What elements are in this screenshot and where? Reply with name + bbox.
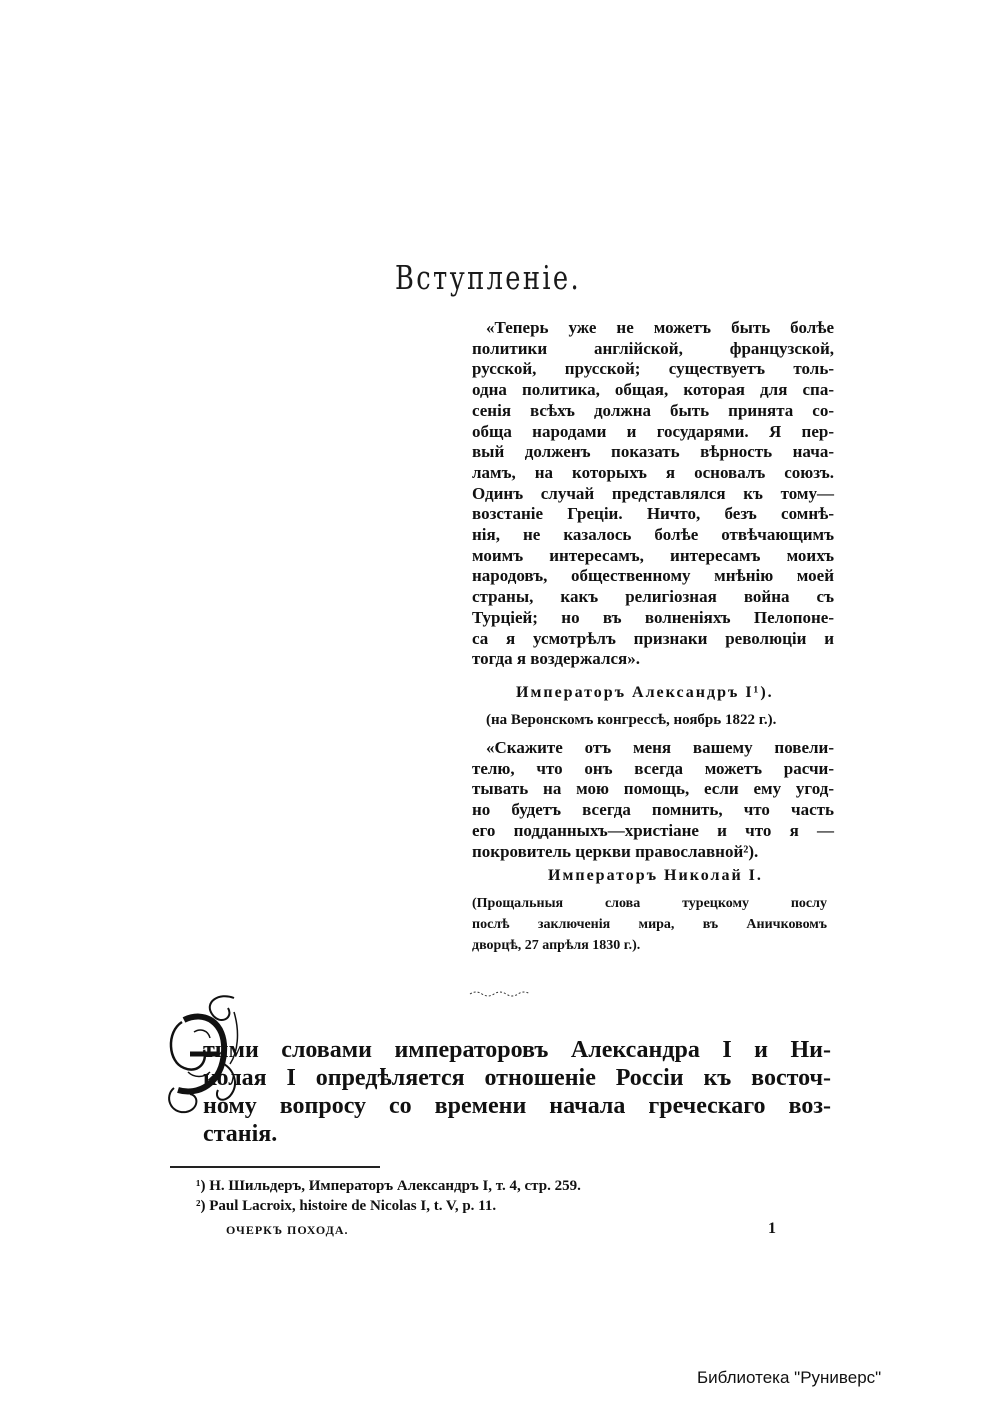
epigraph-line: покровитель церкви православной²). — [472, 841, 759, 861]
epigraph-line: тывать на мою помощь, если ему угод- — [472, 779, 834, 799]
epigraph-author-alexander: Императоръ Александръ І¹). — [516, 684, 774, 701]
body-line: тими словами императоровъ Александра І и Ни- — [203, 1037, 831, 1063]
page-title: Вступленіе. — [395, 258, 582, 297]
epigraph-line: его подданныхъ—христіане и что я — — [472, 820, 834, 840]
epigraph-note-alexander: (на Веронскомъ конгрессѣ, ноябрь 1822 г.). — [486, 712, 777, 728]
footnote-2 — [196, 1198, 496, 1215]
epigraph-line: телю, что онъ всегда можетъ расчи- — [472, 758, 834, 778]
note-line: дворцѣ, 27 апрѣля 1830 г.). — [472, 938, 641, 953]
epigraph-nicholas — [472, 738, 834, 862]
signature-mark: ОЧЕРКЪ ПОХОДА. — [226, 1223, 349, 1237]
footnote-1 — [196, 1178, 581, 1195]
footnote-mark: ¹) — [196, 1178, 206, 1194]
epigraph-alexander — [472, 318, 834, 670]
epigraph-line: «Скажите отъ меня вашему повели- — [486, 738, 834, 757]
footnote-rule — [170, 1166, 380, 1168]
epigraph-line: политики англійской, французской, — [472, 338, 834, 358]
page-number: 1 — [768, 1220, 776, 1237]
epigraph-note-nicholas — [472, 893, 827, 956]
epigraph-line: страны, какъ религіозная война съ — [472, 587, 834, 607]
epigraph-line: ламъ, на которыхъ я основалъ союзъ. — [472, 462, 834, 482]
epigraph-line: но будетъ всегда помнить, что часть — [472, 800, 834, 820]
note-line: послѣ заключенія мира, въ Аничковомъ — [472, 917, 827, 932]
epigraph-line: Турціей; но въ волненіяхъ Пелопоне- — [472, 607, 834, 627]
epigraph-line: Одинъ случай представлялся къ тому— — [472, 483, 834, 503]
epigraph-line: вый долженъ показать вѣрность нача- — [472, 442, 834, 462]
footnote-text: Н. Шильдеръ, Императоръ Александръ І, т. 4, стр. 259. — [209, 1178, 581, 1194]
body-line: колая І опредѣляется отношеніе Россіи къ восточ- — [203, 1065, 831, 1091]
epigraph-line: моимъ интересамъ, интересамъ моихъ — [472, 545, 834, 565]
epigraph-line: «Теперь уже не можетъ быть болѣе — [486, 318, 834, 337]
footnote-mark: ²) — [196, 1198, 206, 1214]
body-line: ному вопросу со времени начала греческаго воз- — [203, 1093, 831, 1119]
epigraph-line: тогда я воздержался». — [472, 649, 640, 669]
epigraph-line: народовъ, общественному мнѣнію моей — [472, 566, 834, 586]
epigraph-line: возстаніе Греціи. Ничто, безъ сомнѣ- — [472, 504, 834, 524]
epigraph-line: сенія всѣхъ должна быть принята со- — [472, 400, 834, 420]
note-line: (Прощальныя слова турецкому послу — [472, 896, 827, 911]
ornament-divider-icon — [468, 988, 532, 998]
epigraph-line: русской, прусской; существуетъ толь- — [472, 359, 834, 379]
library-label: Библиотека "Руниверс" — [697, 1368, 882, 1387]
body-line: станія. — [203, 1121, 278, 1147]
epigraph-line: одна политика, общая, которая для спа- — [472, 380, 834, 400]
footnote-text: Paul Lacroix, histoire de Nicolas I, t. V, p. 11. — [209, 1198, 497, 1214]
epigraph-line: нія, не казалось болѣе отвѣчающимъ — [472, 525, 834, 545]
epigraph-line: обща народами и государями. Я пер- — [472, 421, 834, 441]
epigraph-author-nicholas: Императоръ Николай І. — [548, 867, 763, 884]
epigraph-line: са я усмотрѣлъ признаки революціи и — [472, 628, 834, 648]
body-paragraph — [203, 1036, 831, 1148]
